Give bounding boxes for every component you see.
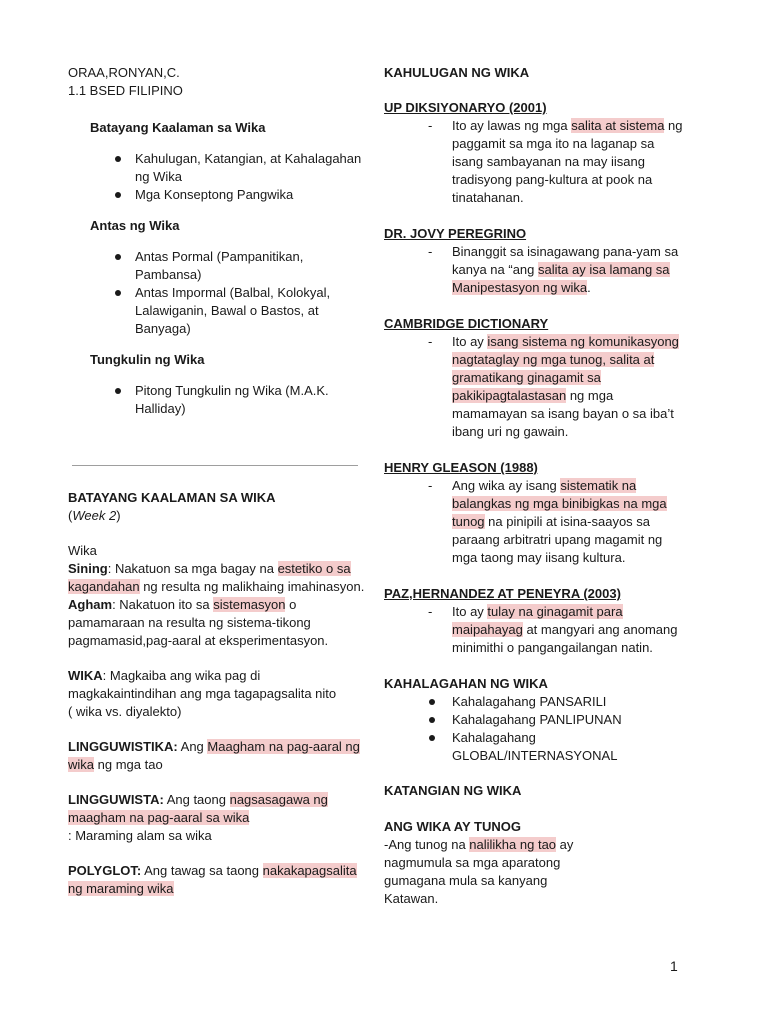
outline-title-antas: Antas ng Wika: [90, 218, 180, 233]
definition-gleason: - Ang wika ay isang sistematik na balangkas ng mga binibigkas na mga tunog na pinipili at isina-saayos sa paraang arbitratri upang magamit ng mga taong may iisang kultura.: [384, 477, 684, 567]
list-item: Kahalagahang PANSARILI: [384, 693, 684, 711]
section-title-kahalagahan: KAHALAGAHAN NG WIKA: [384, 676, 548, 691]
student-name: ORAA,RONYAN,C.: [68, 65, 180, 80]
section-title-batayang: BATAYANG KAALAMAN SA WIKA: [68, 490, 276, 505]
definition-sining: Sining: Nakatuon sa mga bagay na estetiko o sa kagandahan ng resulta ng malikhaing imahinasyon.: [68, 561, 365, 594]
source-up: UP DIKSIYONARYO (2001): [384, 100, 547, 115]
definition-cambridge: - Ito ay isang sistema ng komunikasyong nagtataglay ng mga tunog, salita at gramatikang ginagamit sa pakikipagtalastasan ng mga mamamayan sa isang bayan o sa iba’t ibang uri ng gawain.: [384, 333, 684, 441]
batayang-section: [68, 489, 368, 898]
lingguwista-note: : Maraming alam sa wika: [68, 828, 212, 843]
list-item: Antas Impormal (Balbal, Kolokyal, Lalawiganin, Bawal o Bastos, at Banyaga): [68, 284, 368, 338]
source-gleason: HENRY GLEASON (1988): [384, 460, 538, 475]
outline-list-batayang: [68, 150, 368, 204]
week-label: (Week 2): [68, 508, 121, 523]
section-title-katangian: KATANGIAN NG WIKA: [384, 783, 522, 798]
section-divider: [72, 465, 358, 466]
source-paz: PAZ,HERNANDEZ AT PENEYRA (2003): [384, 586, 621, 601]
list-item: Antas Pormal (Pampanitikan, Pambansa): [68, 248, 368, 284]
list-item: Kahulugan, Katangian, at Kahalagahan ng Wika: [68, 150, 368, 186]
definition-lingguwistika: LINGGUWISTIKA: Ang Maagham na pag-aaral ng wika ng mga tao: [68, 739, 360, 772]
outline-list-antas: [68, 248, 368, 338]
wika-label: Wika: [68, 543, 97, 558]
list-item: Kahalagahang GLOBAL/INTERNASYONAL: [384, 729, 684, 765]
section-title-kahulugan: KAHULUGAN NG WIKA: [384, 65, 530, 80]
definition-agham: Agham: Nakatuon ito sa sistemasyon o pamamaraan na resulta ng sistema-tikong pagmamasid,pag-aaral at eksperimentasyon.: [68, 597, 329, 648]
kahalagahan-list: [384, 693, 684, 765]
katangian-subtitle: ANG WIKA AY TUNOG: [384, 819, 521, 834]
definition-jovy: - Binanggit sa isinagawang pana-yam sa kanya na “ang salita ay isa lamang sa Manipestasyon ng wika.: [384, 243, 684, 297]
source-jovy: DR. JOVY PEREGRINO: [384, 226, 527, 241]
definition-paz: - Ito ay tulay na ginagamit para maipahayag at mangyari ang anomang minimithi o pangangailangan natin.: [384, 603, 684, 657]
left-column: [68, 64, 368, 896]
outline-title-batayang: Batayang Kaalaman sa Wika: [90, 120, 266, 135]
right-column: [384, 64, 684, 908]
page-number: 1: [670, 958, 678, 974]
source-cambridge: CAMBRIDGE DICTIONARY: [384, 316, 549, 331]
katangian-text: -Ang tunog na nalilikha ng tao ay nagmumula sa mga aparatong gumagana mula sa kanyang Katawan.: [384, 837, 574, 906]
definition-wika: WIKA: Magkaiba ang wika pag di magkakaintindihan ang mga tagapagsalita nito ( wika vs. diyalekto): [68, 668, 337, 719]
list-item: Pitong Tungkulin ng Wika (M.A.K. Halliday): [68, 382, 368, 418]
outline-list-tungkulin: [68, 382, 368, 418]
definition-lingguwista: LINGGUWISTA: Ang taong nagsasagawa ng maagham na pag-aaral sa wika: [68, 792, 328, 825]
outline-title-tungkulin: Tungkulin ng Wika: [90, 352, 205, 367]
list-item: Kahalagahang PANLIPUNAN: [384, 711, 684, 729]
list-item: Mga Konseptong Pangwika: [68, 186, 368, 204]
student-section: 1.1 BSED FILIPINO: [68, 83, 183, 98]
definition-up: - Ito ay lawas ng mga salita at sistema ng paggamit sa mga ito na laganap sa isang sambayanan na may iisang tradisyong pang-kultura at pook na tinatahanan.: [384, 117, 684, 207]
definition-polyglot: POLYGLOT: Ang tawag sa taong nakakapagsalita ng maraming wika: [68, 863, 357, 896]
